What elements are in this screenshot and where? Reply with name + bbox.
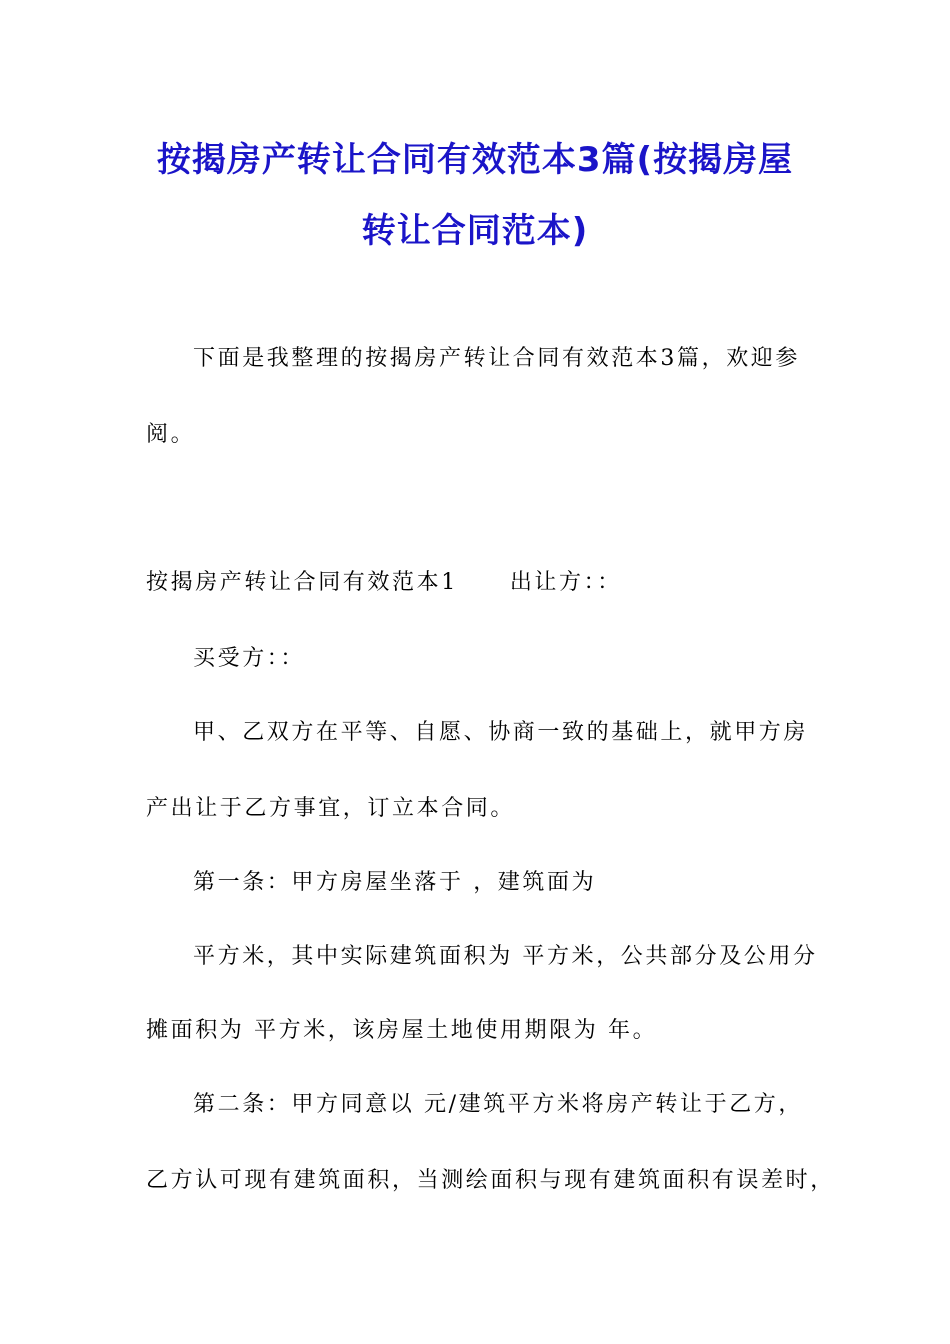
intro-line-2: 阅。 [146, 422, 196, 447]
buyer-label: 买受方：： [193, 646, 306, 671]
paragraph-1-line-1: 甲、乙双方在平等、自愿、协商一致的基础上，就甲方房 [193, 720, 809, 745]
article-2-line-1: 第二条：甲方同意以 元/建筑平方米将房产转让于乙方， [193, 1092, 804, 1117]
section-1-heading: 按揭房产转让合同有效范本1 [146, 570, 458, 595]
article-1-line-2: 平方米，其中实际建筑面积为 平方米，公共部分及公用分 [193, 944, 818, 969]
article-1-line-3: 摊面积为 平方米，该房屋土地使用期限为 年。 [146, 1018, 658, 1043]
article-2-line-2: 乙方认可现有建筑面积，当测绘面积与现有建筑面积有误差时， [146, 1168, 835, 1193]
paragraph-1-line-2: 产出让于乙方事宜，订立本合同。 [146, 796, 516, 821]
document-title-line-2: 转让合同范本) [361, 211, 589, 251]
section-1-heading-row [146, 568, 622, 598]
document-title-line-1: 按揭房产转让合同有效范本3篇(按揭房屋 [156, 140, 794, 180]
intro-line-1: 下面是我整理的按揭房产转让合同有效范本3篇，欢迎参 [193, 346, 800, 371]
seller-label: 出让方：： [509, 570, 622, 595]
article-1-line-1: 第一条：甲方房屋坐落于 ，建筑面为 [193, 870, 597, 895]
